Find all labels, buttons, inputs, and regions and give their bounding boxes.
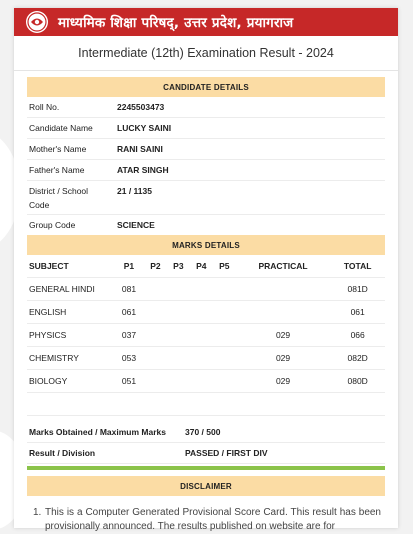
candidate-row xyxy=(27,215,385,235)
marks-cell xyxy=(190,347,213,370)
total-cell xyxy=(330,393,385,416)
total-cell: 061 xyxy=(330,301,385,324)
table-row xyxy=(27,347,385,370)
column-header: P2 xyxy=(144,255,167,278)
marks-cell: 061 xyxy=(114,301,144,324)
subject-cell: PHYSICS xyxy=(27,324,114,347)
column-header: P3 xyxy=(167,255,190,278)
marks-obtained-value: 370 / 500 xyxy=(185,427,221,437)
marks-cell xyxy=(213,278,236,301)
subject-cell: GENERAL HINDI xyxy=(27,278,114,301)
district-school-value: 21 / 1135 xyxy=(117,186,152,196)
marks-details-heading: MARKS DETAILS xyxy=(27,235,385,255)
marks-cell: 051 xyxy=(114,370,144,393)
total-cell: 080D xyxy=(330,370,385,393)
marks-cell xyxy=(114,393,144,416)
marks-cell xyxy=(190,393,213,416)
marks-cell: 081 xyxy=(114,278,144,301)
total-cell: 066 xyxy=(330,324,385,347)
disclaimer-number: 1. xyxy=(33,507,42,518)
candidate-row xyxy=(27,118,385,139)
mother-name-label: Mother's Name xyxy=(29,144,87,154)
marks-cell xyxy=(144,347,167,370)
exam-title: Intermediate (12th) Examination Result - 2024 xyxy=(14,36,398,71)
total-cell: 081D xyxy=(330,278,385,301)
disclaimer-item xyxy=(27,496,385,534)
marks-cell: 037 xyxy=(114,324,144,347)
marks-cell: 053 xyxy=(114,347,144,370)
column-header: P4 xyxy=(190,255,213,278)
marks-cell xyxy=(213,393,236,416)
result-division-value: PASSED / FIRST DIV xyxy=(185,448,268,458)
result-summary-row xyxy=(27,443,385,464)
column-header: SUBJECT xyxy=(27,255,114,278)
result-summary xyxy=(27,422,385,464)
practical-cell xyxy=(236,301,331,324)
marks-cell xyxy=(190,370,213,393)
marks-cell xyxy=(213,301,236,324)
marks-header-row xyxy=(27,255,385,278)
marks-cell xyxy=(144,324,167,347)
marks-cell xyxy=(144,278,167,301)
disclaimer-text: This is a Computer Generated Provisional Score Card. This result has been provisionally announced. The results published on website are for xyxy=(45,507,381,532)
marks-cell xyxy=(144,301,167,324)
marks-cell xyxy=(190,324,213,347)
disclaimer-heading: DISCLAIMER xyxy=(27,476,385,496)
table-row xyxy=(27,301,385,324)
practical-cell xyxy=(236,278,331,301)
father-name-value: ATAR SINGH xyxy=(117,165,169,175)
column-header: PRACTICAL xyxy=(236,255,331,278)
board-header xyxy=(14,8,398,36)
marks-cell xyxy=(167,278,190,301)
column-header: P1 xyxy=(114,255,144,278)
table-row xyxy=(27,393,385,416)
candidate-row xyxy=(27,181,385,215)
group-code-label: Group Code xyxy=(29,220,76,230)
marks-cell xyxy=(144,393,167,416)
candidate-row xyxy=(27,160,385,181)
subject-cell: ENGLISH xyxy=(27,301,114,324)
table-row xyxy=(27,370,385,393)
roll-no-value: 2245503473 xyxy=(117,102,165,112)
candidate-name-value: LUCKY SAINI xyxy=(117,123,172,133)
table-row xyxy=(27,278,385,301)
candidate-name-label: Candidate Name xyxy=(29,123,93,133)
marks-cell xyxy=(213,347,236,370)
marks-cell xyxy=(213,370,236,393)
marks-cell xyxy=(167,393,190,416)
marks-cell xyxy=(144,370,167,393)
marks-cell xyxy=(167,370,190,393)
marks-cell xyxy=(167,347,190,370)
column-header: TOTAL xyxy=(330,255,385,278)
marks-cell xyxy=(213,324,236,347)
candidate-details xyxy=(27,97,385,235)
candidate-row xyxy=(27,139,385,160)
marks-summary-row xyxy=(27,422,385,443)
practical-cell xyxy=(236,393,331,416)
father-name-label: Father's Name xyxy=(29,165,85,175)
group-code-value: SCIENCE xyxy=(117,220,155,230)
subject-cell: BIOLOGY xyxy=(27,370,114,393)
practical-cell: 029 xyxy=(236,370,331,393)
result-division-label: Result / Division xyxy=(29,448,96,458)
practical-cell: 029 xyxy=(236,347,331,370)
subject-cell: CHEMISTRY xyxy=(27,347,114,370)
mother-name-value: RANI SAINI xyxy=(117,144,163,154)
board-title: माध्यमिक शिक्षा परिषद्, उत्तर प्रदेश, प्रयागराज xyxy=(58,15,294,31)
candidate-row xyxy=(27,97,385,118)
result-card xyxy=(14,8,398,532)
total-cell: 082D xyxy=(330,347,385,370)
candidate-details-heading: CANDIDATE DETAILS xyxy=(27,77,385,97)
marks-cell xyxy=(190,301,213,324)
marks-cell xyxy=(167,301,190,324)
column-header: P5 xyxy=(213,255,236,278)
marks-cell xyxy=(167,324,190,347)
practical-cell: 029 xyxy=(236,324,331,347)
up-board-logo-icon xyxy=(26,11,48,33)
district-school-label: District / School Code xyxy=(29,186,89,210)
marks-cell xyxy=(190,278,213,301)
subject-cell xyxy=(27,393,114,416)
marks-table xyxy=(27,255,385,416)
marks-obtained-label: Marks Obtained / Maximum Marks xyxy=(29,427,166,437)
table-row xyxy=(27,324,385,347)
roll-no-label: Roll No. xyxy=(29,102,60,112)
